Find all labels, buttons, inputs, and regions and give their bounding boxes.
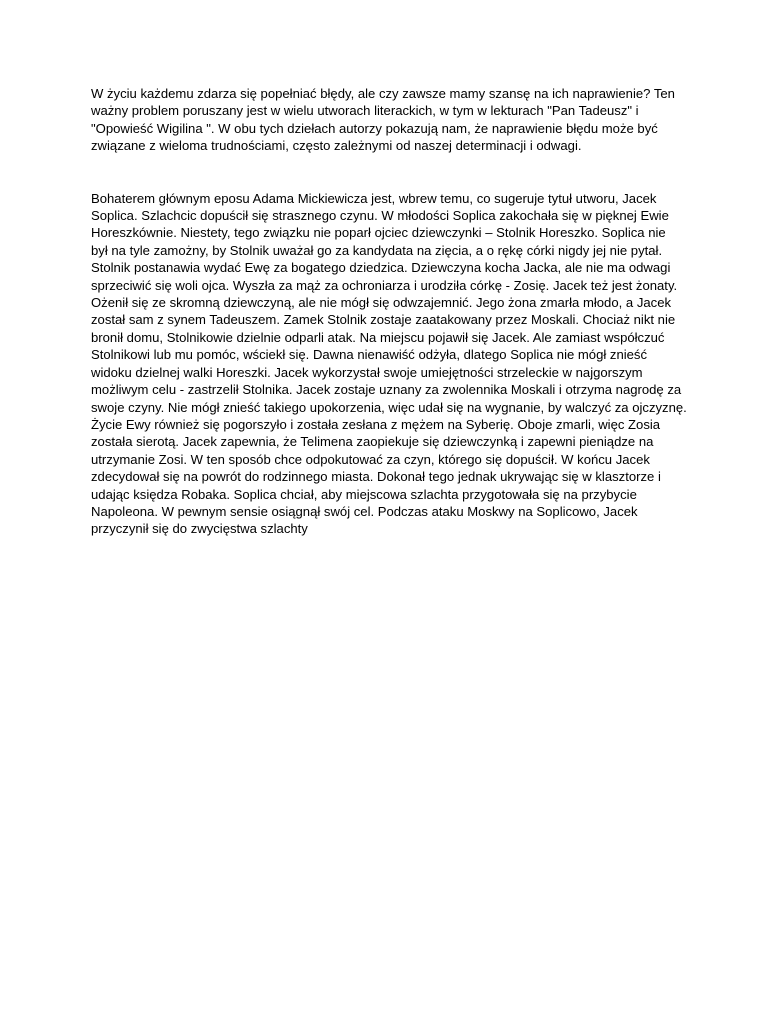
text-line: Horeszkównie. Niestety, tego związku nie poparł ojciec dziewczynki – Stolnik Horeszko. Soplica nie	[91, 225, 666, 241]
text-line: Soplica. Szlachcic dopuścił się strasznego czynu. W młodości Soplica zakochała się w pięknej Ewie	[91, 208, 669, 224]
text-line: związane z wieloma trudnościami, często zależnymi od naszej determinacji i odwagi.	[91, 138, 582, 154]
text-line: swoje czyny. Nie mógł znieść takiego upokorzenia, więc udał się na wygnanie, by walczyć za ojczyznę.	[91, 399, 687, 415]
text-line: udając księdza Robaka. Soplica chciał, aby miejscowa szlachta przygotowała się na przybycie	[91, 486, 637, 502]
text-line: zdecydował się na powrót do rodzinnego miasta. Dokonał tego jednak ukrywając się w klasztorze i	[91, 469, 661, 485]
text-line: utrzymanie Zosi. W ten sposób chce odpokutować za czyn, którego się dopuścił. W końcu Jacek	[91, 451, 650, 467]
text-line: możliwym celu - zastrzelił Stolnika. Jacek zostaje uznany za zwolennika Moskali i otrzyma nagrodę za	[91, 382, 682, 398]
text-line: Życie Ewy również się pogorszyło i została zesłana z mężem na Syberię. Oboje zmarli, więc Zosia	[91, 416, 661, 432]
text-line: był na tyle zamożny, by Stolnik uważał go za kandydata na zięcia, a o rękę córki nigdy jej nie pytał.	[91, 242, 663, 258]
text-line: Napoleona. W pewnym sensie osiągnął swój cel. Podczas ataku Moskwy na Soplicowo, Jacek	[91, 503, 638, 519]
body-paragraph	[91, 190, 691, 538]
text-line: Stolnikowi lub mu pomóc, wściekł się. Dawna nienawiść odżyła, dlatego Soplica nie mógł znieść	[91, 347, 648, 363]
text-line: bronił domu, Stolnikowie dzielnie odparli atak. Na miejscu pojawił się Jacek. Ale zamiast współczuć	[91, 329, 665, 345]
text-line: Bohaterem głównym eposu Adama Mickiewicza jest, wbrew temu, co sugeruje tytuł utworu, Jacek	[91, 190, 657, 206]
text-line: Ożenił się ze skromną dziewczyną, ale nie mógł się odwzajemnić. Jego żona zmarła młodo, a Jacek	[91, 295, 672, 311]
text-line: W życiu każdemu zdarza się popełniać błędy, ale czy zawsze mamy szansę na ich naprawienie? Ten	[91, 86, 675, 101]
text-line: został sam z synem Tadeuszem. Zamek Stolnik zostaje zaatakowany przez Moskali. Chociaż nikt nie	[91, 312, 676, 328]
text-line: została sierotą. Jacek zapewnia, że Telimena zaopiekuje się dziewczynką i zapewni pieniądze na	[91, 434, 654, 450]
text-line: sprzeciwić się woli ojca. Wyszła za mąż za ochroniarza i urodziła córkę - Zosię. Jacek też jest żonaty.	[91, 277, 678, 293]
text-line: ważny problem poruszany jest w wielu utworach literackich, w tym w lekturach "Pan Tadeusz" i	[91, 103, 639, 119]
intro-paragraph	[91, 85, 691, 155]
text-line: "Opowieść Wigilina ". W obu tych dziełach autorzy pokazują nam, że naprawienie błędu może być	[91, 120, 658, 136]
text-line: widoku dzielnej walki Horeszki. Jacek wykorzystał swoje umiejętności strzeleckie w najgorszym	[91, 364, 643, 380]
document-page	[91, 85, 691, 538]
text-line: Stolnik postanawia wydać Ewę za bogatego dziedzica. Dziewczyna kocha Jacka, ale nie ma odwagi	[91, 260, 671, 276]
text-line: przyczynił się do zwycięstwa szlachty	[91, 521, 308, 537]
